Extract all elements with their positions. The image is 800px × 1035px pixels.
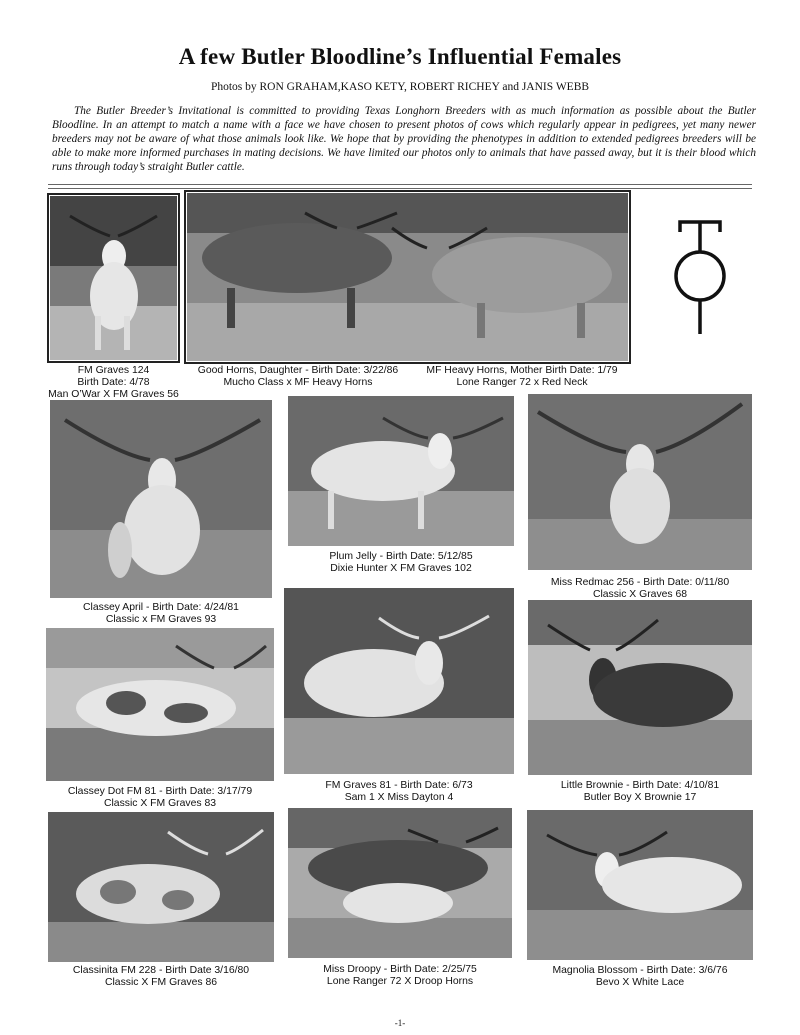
caption-line: FM Graves 81 - Birth Date: 6/73 <box>325 780 473 791</box>
page-number: -1- <box>394 1018 406 1028</box>
caption-line: Little Brownie - Birth Date: 4/10/81 <box>560 780 720 791</box>
caption-fm-graves-81 <box>284 780 514 804</box>
caption-line: Birth Date: 4/78 <box>77 377 150 388</box>
cow-photo-icon <box>284 588 514 774</box>
caption-line: Man O’War X FM Graves 56 <box>48 389 179 400</box>
caption-line: Dixie Hunter X FM Graves 102 <box>330 563 472 574</box>
caption-line: Classic X Graves 68 <box>592 589 688 600</box>
cow-photo-icon <box>528 394 752 570</box>
caption-little-brownie <box>528 780 752 804</box>
cow-photo-icon <box>288 808 512 958</box>
caption-line: Good Horns, Daughter - Birth Date: 3/22/86 <box>197 365 399 376</box>
caption-plum-jelly <box>288 551 514 575</box>
cow-photo-icon <box>288 396 514 546</box>
intro-paragraph: The Butler Breeder’s Invitational is committed to providing Texas Longhorn Breeders with as much information as possible about the Butler Bloodline. In an attempt to match a name with a face we have chosen to present photos of cows which regularly appear in pedigrees, yet many newer breeders may not be aware of what those animals look like. We hope that by providing the phenotypes in addition to extended pedigrees breeders will be able to make more informed purchases in mating decisions. We have limited our photos only to animals that have passed away, but it is their blood which runs through today’s straight Butler cattle. <box>52 105 756 173</box>
caption-classinita <box>48 965 274 989</box>
photo-fm-graves-81 <box>284 588 514 774</box>
photo-classinita <box>48 812 274 962</box>
caption-line: Classey April - Birth Date: 4/24/81 <box>83 602 239 613</box>
caption-line: Sam 1 X Miss Dayton 4 <box>344 792 454 803</box>
caption-line: Miss Redmac 256 - Birth Date: 0/11/80 <box>550 577 730 588</box>
caption-line: Classinita FM 228 - Birth Date 3/16/80 <box>72 965 250 976</box>
top-rule-2 <box>48 188 752 189</box>
caption-fm-graves-124 <box>40 365 187 401</box>
caption-line: Classic X FM Graves 83 <box>103 798 216 809</box>
caption-line: Bevo X White Lace <box>595 977 685 988</box>
caption-classey-april <box>50 602 272 626</box>
caption-line: Lone Ranger 72 x Red Neck <box>456 377 588 388</box>
caption-magnolia-blossom <box>527 965 753 989</box>
photo-little-brownie <box>528 600 752 775</box>
caption-good-horns <box>188 365 408 389</box>
cow-photo-icon <box>527 810 753 960</box>
caption-classey-dot <box>46 786 274 810</box>
photo-good-horns-mf-heavy-horns <box>187 193 628 361</box>
photo-miss-redmac-256 <box>528 394 752 570</box>
caption-line: Classic x FM Graves 93 <box>105 614 217 625</box>
caption-line: FM Graves 124 <box>77 365 150 376</box>
caption-line: Plum Jelly - Birth Date: 5/12/85 <box>329 551 473 562</box>
caption-miss-redmac-256 <box>528 577 752 601</box>
photo-miss-droopy <box>288 808 512 958</box>
cow-photo-icon <box>46 628 274 781</box>
cow-photo-icon <box>187 193 628 361</box>
caption-line: MF Heavy Horns, Mother Birth Date: 1/79 <box>426 365 618 376</box>
cow-photo-icon <box>528 600 752 775</box>
photo-fm-graves-124 <box>50 196 177 360</box>
caption-line: Miss Droopy - Birth Date: 2/25/75 <box>323 964 477 975</box>
caption-line: Classic X FM Graves 86 <box>104 977 217 988</box>
caption-line: Mucho Class x MF Heavy Horns <box>223 377 373 388</box>
caption-line: Classey Dot FM 81 - Birth Date: 3/17/79 <box>67 786 253 797</box>
caption-miss-droopy <box>288 964 512 988</box>
top-rule <box>48 184 752 185</box>
photo-classey-april <box>50 400 272 598</box>
photo-credits: Photos by RON GRAHAM,KASO KETY, ROBERT RICHEY and JANIS WEBB <box>210 81 590 93</box>
cow-photo-icon <box>48 812 274 962</box>
page-title: A few Butler Bloodline’s Influential Females <box>178 44 622 69</box>
photo-classey-dot <box>46 628 274 781</box>
caption-line: Magnolia Blossom - Birth Date: 3/6/76 <box>552 965 728 976</box>
caption-line: Lone Ranger 72 X Droop Horns <box>326 976 474 987</box>
bar-t-circle-brand-icon <box>668 218 732 338</box>
cow-photo-icon <box>50 400 272 598</box>
photo-magnolia-blossom <box>527 810 753 960</box>
cow-photo-icon <box>50 196 177 360</box>
caption-mf-heavy-horns <box>412 365 632 389</box>
caption-line: Butler Boy X Brownie 17 <box>583 792 697 803</box>
photo-plum-jelly <box>288 396 514 546</box>
